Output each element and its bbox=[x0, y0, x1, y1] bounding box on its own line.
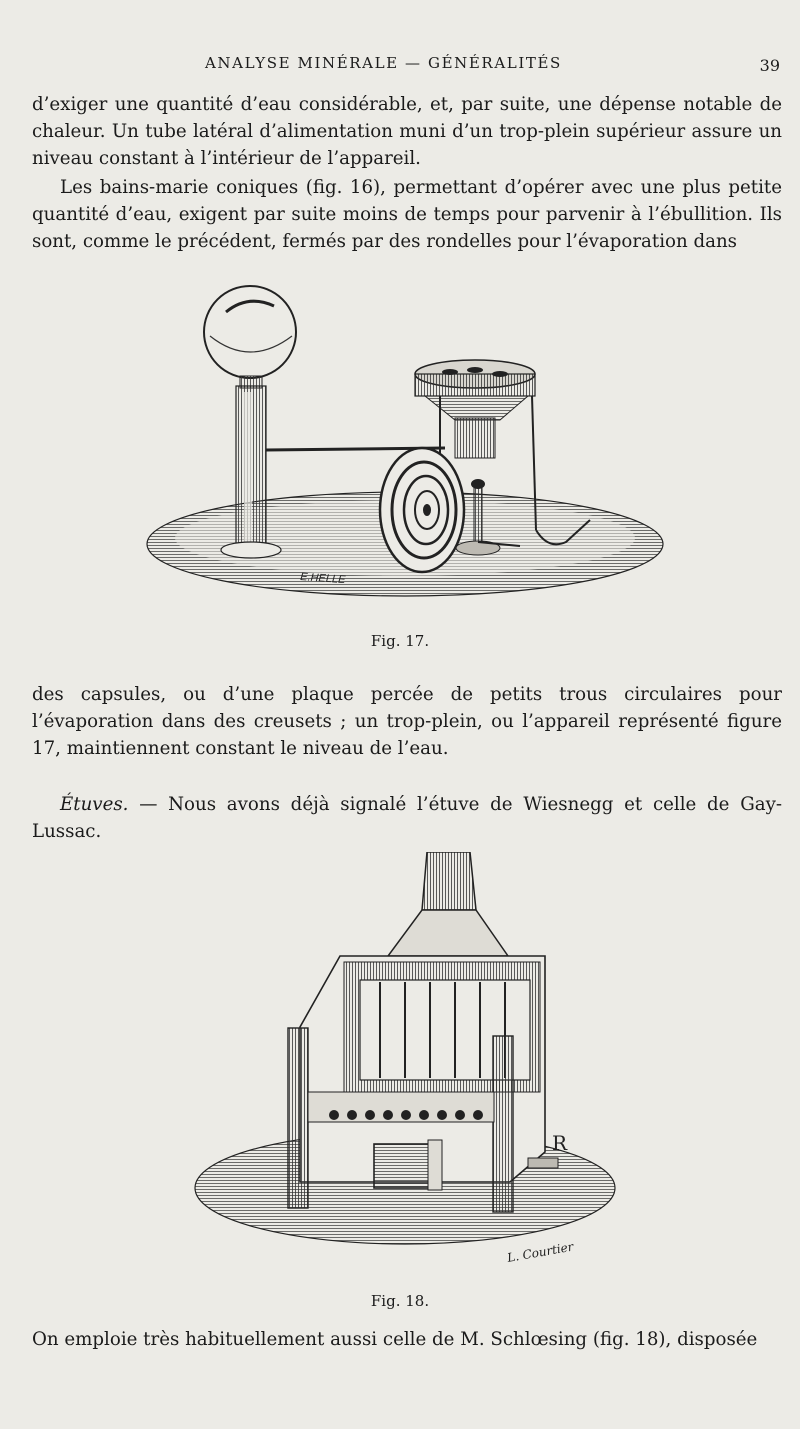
figure-18-label-r: R bbox=[552, 1131, 568, 1155]
paragraph-3: des capsules, ou d’une plaque percée de petits trous circulaires pour l’évaporation dans des creusets ; un trop-plein, ou l’appareil représenté figure 17, maintiennent constant le niveau de l’eau. bbox=[32, 684, 782, 759]
glass-globe bbox=[204, 286, 296, 378]
figure-17-engraving bbox=[0, 280, 800, 610]
figure-17-caption: Fig. 17. bbox=[370, 632, 430, 650]
figure-17-signature: E.HELLE bbox=[299, 571, 346, 587]
running-head bbox=[0, 52, 800, 78]
paragraph-4-text: — Nous avons déjà signalé l’étuve de Wiesnegg et celle de Gay-Lussac. bbox=[32, 794, 782, 842]
paragraph-2-text: Les bains-marie coniques (fig. 16), permettant d’opérer avec une plus petite quantité d’eau, exigent par suite moins de temps pour parvenir à l’ébullition. Ils sont, comme le précédent, fermés par des rondelles pour l’évaporation dans bbox=[32, 177, 782, 252]
paragraph-1: d’exiger une quantité d’eau considérable, et, par suite, une dépense notable de chaleur. Un tube latéral d’alimentation muni d’un trop-plein supérieur assure un niveau constant à l’intérieur de l’appareil. bbox=[32, 94, 782, 169]
etuves-heading: Étuves. bbox=[60, 794, 129, 815]
running-title: ANALYSE MINÉRALE — GÉNÉRALITÉS bbox=[205, 54, 562, 72]
figure-18-signature: L. Courtier bbox=[506, 1239, 575, 1265]
paragraph-4 bbox=[32, 791, 782, 845]
paragraph-2 bbox=[32, 174, 782, 255]
paragraph-5: On emploie très habituellement aussi celle de M. Schlœsing (fig. 18), disposée bbox=[32, 1329, 758, 1350]
figure-18 bbox=[0, 852, 800, 1314]
page-number: 39 bbox=[759, 56, 780, 75]
figure-18-engraving bbox=[0, 852, 800, 1272]
figure-18-caption: Fig. 18. bbox=[370, 1292, 430, 1310]
figure-17 bbox=[0, 280, 800, 660]
